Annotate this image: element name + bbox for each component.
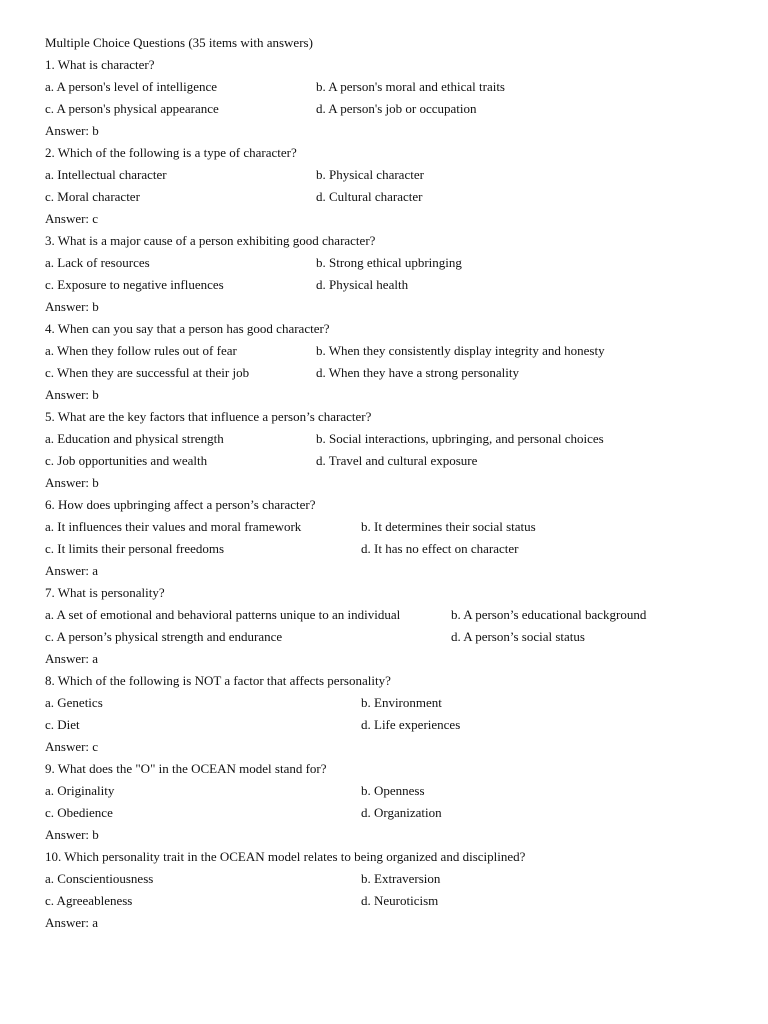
option-c: c. A person's physical appearance (45, 101, 219, 116)
option-a: a. Originality (45, 783, 115, 798)
question-text: 7. What is personality? (45, 585, 165, 600)
option-a: a. A person's level of intelligence (45, 79, 218, 94)
option-row (45, 78, 745, 100)
answer-text: Answer: b (45, 475, 99, 490)
option-row (45, 628, 745, 650)
answer-text: Answer: c (45, 211, 99, 226)
question-text: 10. Which personality trait in the OCEAN model relates to being organized and disciplined? (45, 849, 526, 864)
answer-text: Answer: b (45, 827, 99, 842)
option-b: b. A person’s educational background (451, 607, 647, 622)
question-text: 9. What does the "O" in the OCEAN model stand for? (45, 761, 327, 776)
option-row (45, 870, 745, 892)
option-a: a. Conscientiousness (45, 871, 154, 886)
option-d: d. Cultural character (316, 189, 423, 204)
option-b: b. Extraversion (361, 871, 441, 886)
question-text: 3. What is a major cause of a person exhibiting good character? (45, 233, 376, 248)
option-d: d. When they have a strong personality (316, 365, 520, 380)
answer-text: Answer: c (45, 739, 99, 754)
option-row (45, 188, 745, 210)
option-c: c. Diet (45, 717, 80, 732)
option-c: c. Exposure to negative influences (45, 277, 224, 292)
option-a: a. Genetics (45, 695, 103, 710)
option-c: c. Obedience (45, 805, 113, 820)
option-b: b. Social interactions, upbringing, and personal choices (316, 431, 604, 446)
option-c: c. It limits their personal freedoms (45, 541, 225, 556)
answer-text: Answer: a (45, 915, 99, 930)
answer-text: Answer: a (45, 563, 99, 578)
option-c: c. Agreeableness (45, 893, 133, 908)
answer-text: Answer: a (45, 651, 99, 666)
option-row (45, 606, 745, 628)
option-row (45, 452, 745, 474)
option-row (45, 166, 745, 188)
option-row (45, 430, 745, 452)
question-text: 1. What is character? (45, 57, 155, 72)
option-b: b. It determines their social status (361, 519, 536, 534)
option-a: a. A set of emotional and behavioral patterns unique to an individual (45, 607, 401, 622)
question-text: 2. Which of the following is a type of character? (45, 145, 297, 160)
option-d: d. It has no effect on character (361, 541, 519, 556)
option-row (45, 540, 745, 562)
option-a: a. It influences their values and moral framework (45, 519, 302, 534)
option-row (45, 716, 745, 738)
option-a: a. Education and physical strength (45, 431, 224, 446)
option-b: b. Openness (361, 783, 425, 798)
option-row (45, 100, 745, 122)
option-d: d. Travel and cultural exposure (316, 453, 478, 468)
option-c: c. Job opportunities and wealth (45, 453, 208, 468)
option-b: b. A person's moral and ethical traits (316, 79, 505, 94)
option-b: b. Strong ethical upbringing (316, 255, 462, 270)
option-d: d. A person’s social status (451, 629, 585, 644)
option-d: d. Organization (361, 805, 442, 820)
option-row (45, 276, 745, 298)
option-b: b. When they consistently display integrity and honesty (316, 343, 605, 358)
option-row (45, 254, 745, 276)
option-d: d. A person's job or occupation (316, 101, 477, 116)
answer-text: Answer: b (45, 123, 99, 138)
option-d: d. Life experiences (361, 717, 461, 732)
option-a: a. Lack of resources (45, 255, 150, 270)
question-text: 5. What are the key factors that influence a person’s character? (45, 409, 372, 424)
question-text: 4. When can you say that a person has good character? (45, 321, 330, 336)
option-a: a. When they follow rules out of fear (45, 343, 237, 358)
option-b: b. Physical character (316, 167, 424, 182)
document-page (45, 34, 745, 936)
option-d: d. Neuroticism (361, 893, 439, 908)
option-row (45, 342, 745, 364)
answer-text: Answer: b (45, 299, 99, 314)
option-c: c. A person’s physical strength and endurance (45, 629, 283, 644)
answer-text: Answer: b (45, 387, 99, 402)
option-c: c. When they are successful at their job (45, 365, 250, 380)
option-d: d. Physical health (316, 277, 409, 292)
question-text: 6. How does upbringing affect a person’s character? (45, 497, 316, 512)
option-a: a. Intellectual character (45, 167, 167, 182)
option-row (45, 364, 745, 386)
option-row (45, 518, 745, 540)
document-title: Multiple Choice Questions (35 items with answers) (45, 35, 313, 50)
option-b: b. Environment (361, 695, 442, 710)
option-row (45, 892, 745, 914)
option-row (45, 804, 745, 826)
question-text: 8. Which of the following is NOT a factor that affects personality? (45, 673, 391, 688)
option-c: c. Moral character (45, 189, 140, 204)
option-row (45, 694, 745, 716)
option-row (45, 782, 745, 804)
